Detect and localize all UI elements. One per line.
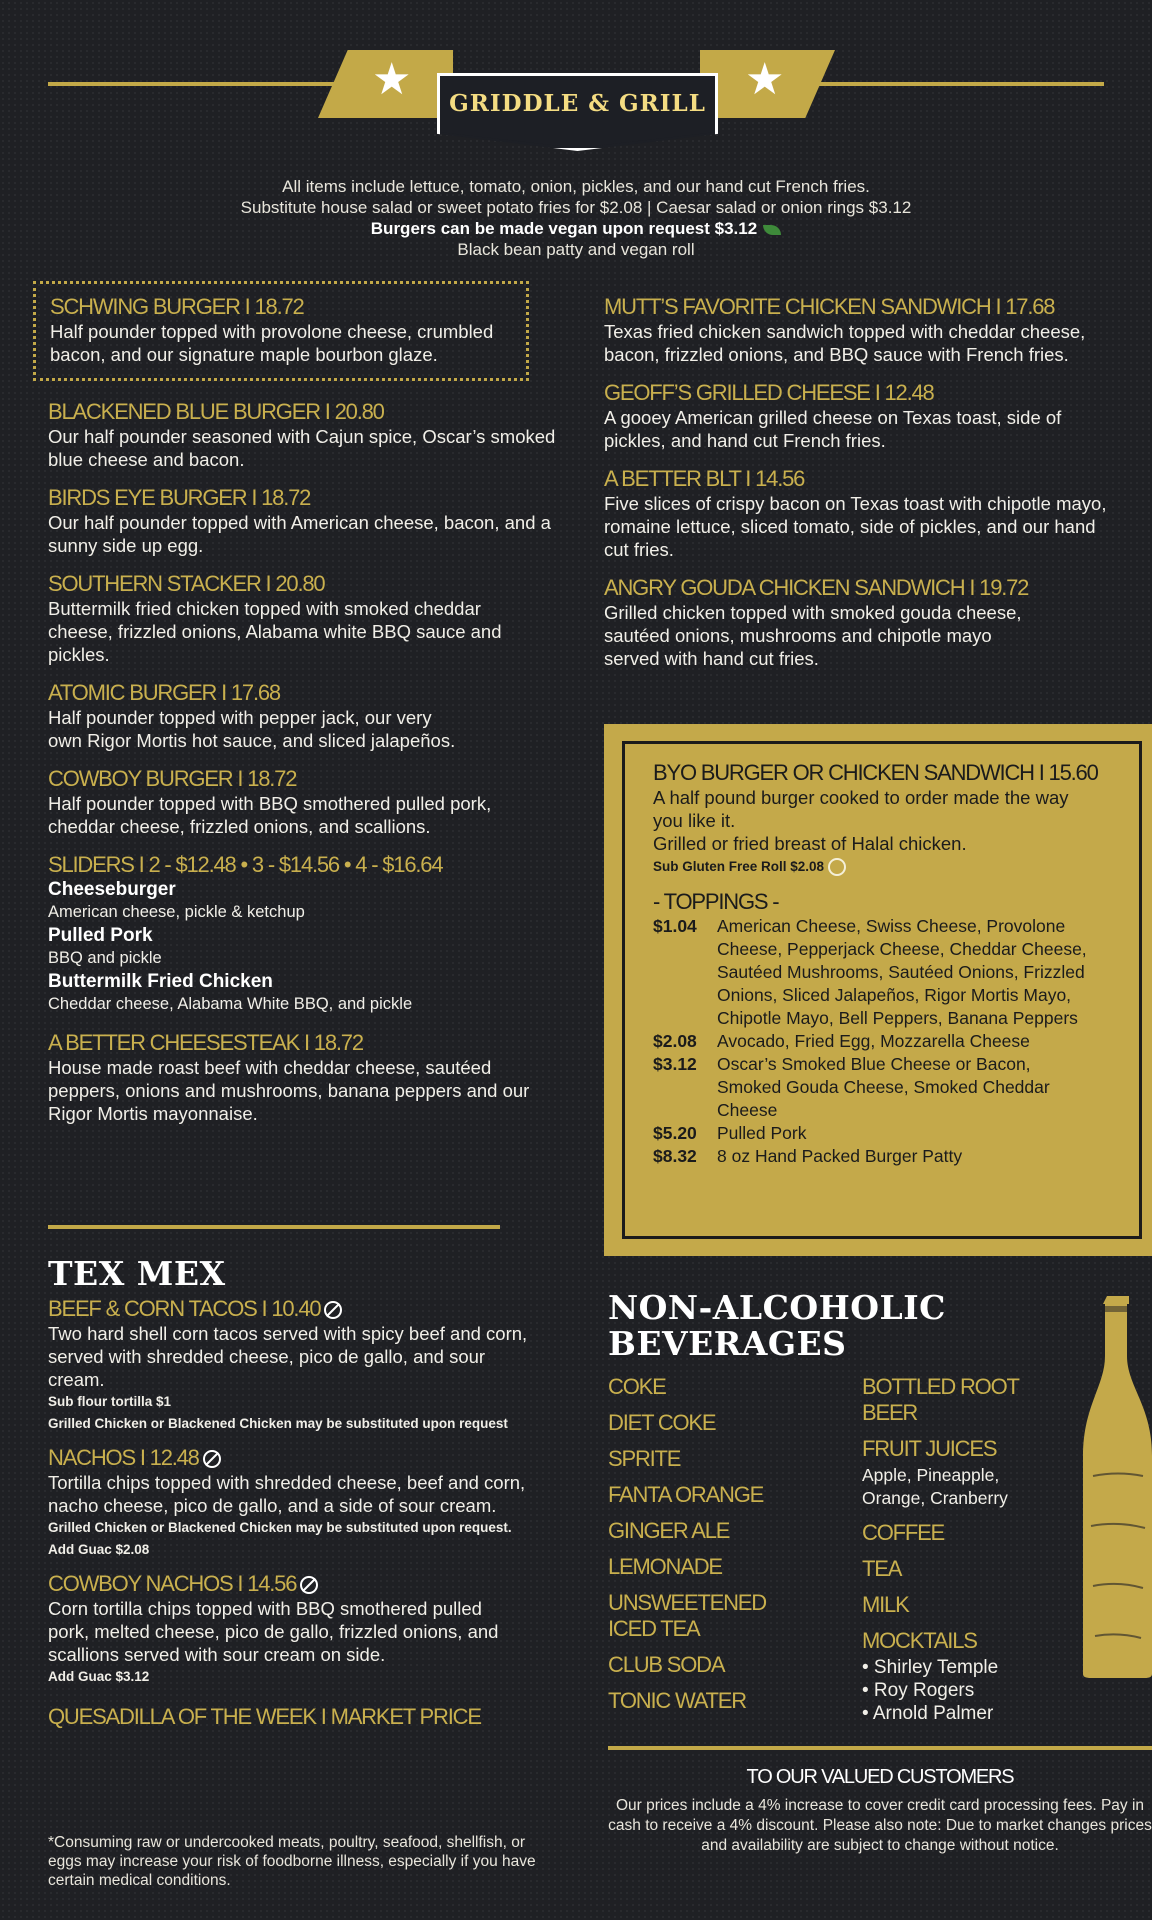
byo-box (604, 724, 1152, 1256)
topping-price: $8.32 (653, 1146, 697, 1166)
leaf-icon (763, 225, 781, 235)
beverage-item: CLUB SODA (608, 1652, 725, 1677)
byo-title: BYO BURGER OR CHICKEN SANDWICH I 15.60 (653, 760, 1098, 785)
item-note: Grilled Chicken or Blackened Chicken may be substituted upon request. Add Guac $2.08 (48, 1520, 512, 1557)
topping-row (653, 1145, 1139, 1168)
beverages-col-1 (608, 1374, 862, 1725)
topping-price: $3.12 (653, 1054, 697, 1074)
section-heading-texmex: TEX MEX (48, 1254, 226, 1293)
item-title: SOUTHERN STACKER I 20.80 (48, 571, 325, 596)
intro-line: All items include lettuce, tomato, onion, pickles, and our hand cut French fries. (282, 177, 870, 196)
item-desc: Grilled chicken topped with smoked gouda cheese, sautéed onions, mushrooms and chipotle mayo served with hand cut fries. (604, 602, 1022, 669)
item-title: BIRDS EYE BURGER I 18.72 (48, 485, 311, 510)
mocktail-item: • Roy Rogers (862, 1680, 975, 1701)
section-divider (48, 1225, 500, 1229)
header-line-left (48, 82, 338, 86)
menu-item (48, 1030, 568, 1125)
byo-sub-text: Sub Gluten Free Roll $2.08 (653, 859, 825, 874)
byo-box-inner (622, 741, 1142, 1239)
beverage-item: MOCKTAILS (862, 1628, 977, 1653)
item-title (48, 1445, 568, 1471)
item-title: QUESADILLA OF THE WEEK I MARKET PRICE (48, 1704, 481, 1729)
topping-row (653, 1122, 1139, 1145)
beverage-item: DIET COKE (608, 1410, 716, 1435)
item-desc: Half pounder topped with BBQ smothered pulled pork, cheddar cheese, frizzled onions, and scallions. (48, 793, 492, 837)
beverage-item: SPRITE (608, 1446, 681, 1471)
intro-text (0, 176, 1152, 260)
page-title: GRIDDLE & GRILL (449, 90, 706, 117)
item-desc: Our half pounder topped with American cheese, bacon, and a sunny side up egg. (48, 512, 551, 556)
gluten-free-icon (324, 1301, 342, 1319)
beverage-item: UNSWEETENED ICED TEA (608, 1590, 766, 1641)
item-desc: A gooey American grilled cheese on Texas toast, side of pickles, and hand cut French fries. (604, 407, 1062, 451)
beverage-item: FRUIT JUICES (862, 1436, 997, 1461)
slider-name: Cheeseburger (48, 879, 176, 900)
slider-desc: Cheddar cheese, Alabama White BBQ, and pickle (48, 995, 413, 1013)
item-title-text: NACHOS I 12.48 (48, 1445, 199, 1470)
item-title: ATOMIC BURGER I 17.68 (48, 680, 280, 705)
gluten-free-icon (828, 858, 846, 876)
item-title: A BETTER BLT I 14.56 (604, 466, 805, 491)
beverage-item: TEA (862, 1556, 902, 1581)
item-title-text: COWBOY NACHOS I 14.56 (48, 1571, 297, 1596)
item-desc: Texas fried chicken sandwich topped with cheddar cheese, bacon, frizzled onions, and BBQ sauce with French fries. (604, 321, 1086, 365)
beverages-col-2 (862, 1374, 1072, 1725)
menu-item (604, 380, 1114, 452)
intro-line: Black bean patty and vegan roll (457, 240, 695, 259)
menu-item (48, 571, 568, 666)
customers-text: Our prices include a 4% increase to cover credit card processing fees. Pay in cash to receive a 4% discount. Please also note: Due to market changes prices and availability are subject to change without notice. (608, 1797, 1152, 1854)
topping-items: Oscar’s Smoked Blue Cheese or Bacon, Smoked Gouda Cheese, Smoked Cheddar Cheese (717, 1054, 1050, 1120)
intro-vegan-text: Burgers can be made vegan upon request $3.12 (370, 219, 758, 238)
item-desc: Two hard shell corn tacos served with spicy beef and corn, served with shredded cheese, pico de gallo, and sour cream. (48, 1323, 528, 1390)
slider-name: Buttermilk Fried Chicken (48, 971, 273, 992)
texmex-section (48, 1256, 568, 1744)
item-title-text: BEEF & CORN TACOS I 10.40 (48, 1296, 321, 1321)
slider-desc: American cheese, pickle & ketchup (48, 903, 305, 921)
beverage-item: COKE (608, 1374, 666, 1399)
item-desc: Five slices of crispy bacon on Texas toast with chipotle mayo, romaine lettuce, sliced tomato, side of pickles, and our hand cut fries. (604, 493, 1107, 560)
item-desc: Buttermilk fried chicken topped with smoked cheddar cheese, frizzled onions, Alabama white BBQ sauce and pickles. (48, 598, 502, 665)
toppings-header: - TOPPINGS - (653, 889, 779, 914)
topping-items: Pulled Pork (717, 1123, 807, 1143)
topping-items: American Cheese, Swiss Cheese, Provolone Cheese, Pepperjack Cheese, Cheddar Cheese, Sautéed Mushrooms, Sautéed Onions, Frizzled Onions, Sliced Jalapeños, Rigor Mortis Mayo, Chipotle Mayo, Bell Peppers, Banana Peppers (717, 916, 1087, 1028)
topping-price: $2.08 (653, 1031, 697, 1051)
topping-price: $1.04 (653, 916, 697, 936)
item-desc: Corn tortilla chips topped with BBQ smothered pulled pork, melted cheese, pico de gallo, frizzled onions, and scallions served with sour cream on side. (48, 1598, 499, 1665)
byo-sub-note (653, 855, 1139, 879)
header-line-right (815, 82, 1104, 86)
item-desc: House made roast beef with cheddar cheese, sautéed peppers, onions and mushrooms, banana peppers and our Rigor Mortis mayonnaise. (48, 1057, 530, 1124)
intro-vegan-line (0, 218, 1152, 239)
star-icon: ★ (745, 54, 785, 105)
topping-items: 8 oz Hand Packed Burger Patty (717, 1146, 963, 1166)
menu-item (48, 1704, 568, 1730)
customers-title: TO OUR VALUED CUSTOMERS (746, 1766, 1014, 1788)
menu-item (48, 1296, 568, 1435)
footnote: *Consuming raw or undercooked meats, poultry, seafood, shellfish, or eggs may increase your risk of foodborne illness, especially if you have certain medical conditions. (48, 1834, 536, 1889)
gluten-free-icon (300, 1576, 318, 1594)
item-title: A BETTER CHEESESTEAK I 18.72 (48, 1030, 363, 1055)
sliders-item (48, 852, 568, 1016)
left-menu-column (48, 281, 568, 1139)
section-divider (608, 1746, 1152, 1750)
item-title: ANGRY GOUDA CHICKEN SANDWICH I 19.72 (604, 575, 1029, 600)
item-title: COWBOY BURGER I 18.72 (48, 766, 297, 791)
beverage-item: FANTA ORANGE (608, 1482, 764, 1507)
menu-item (48, 680, 568, 752)
item-title: SCHWING BURGER I 18.72 (50, 294, 304, 319)
beverages-section (608, 1290, 1078, 1725)
topping-items: Avocado, Fried Egg, Mozzarella Cheese (717, 1031, 1030, 1051)
topping-row (653, 915, 1139, 1030)
beverage-sub: Apple, Pineapple, Orange, Cranberry (862, 1465, 1008, 1508)
mocktail-item: • Arnold Palmer (862, 1703, 994, 1724)
menu-item (48, 1571, 568, 1688)
item-title: SLIDERS I 2 - $12.48 • 3 - $14.56 • 4 - $16.64 (48, 852, 443, 877)
item-note: Grilled Chicken or Blackened Chicken may be substituted upon request (48, 1416, 508, 1431)
gluten-free-icon (203, 1450, 221, 1468)
mocktail-item: • Shirley Temple (862, 1657, 999, 1678)
item-desc: Half pounder topped with provolone cheese, crumbled bacon, and our signature maple bourbon glaze. (50, 321, 494, 365)
item-title: GEOFF’S GRILLED CHEESE I 12.48 (604, 380, 934, 405)
topping-row (653, 1030, 1139, 1053)
beverages-lists (608, 1374, 1078, 1725)
item-desc: Tortilla chips topped with shredded cheese, beef and corn, nacho cheese, pico de gallo, and a side of sour cream. (48, 1472, 526, 1516)
beverage-item: MILK (862, 1592, 909, 1617)
topping-row (653, 1053, 1139, 1122)
section-heading-beverages: NON-ALCOHOLIC (608, 1288, 946, 1327)
menu-item (48, 485, 568, 557)
menu-item (604, 294, 1114, 366)
intro-line: Substitute house salad or sweet potato fries for $2.08 | Caesar salad or onion rings $3.12 (240, 198, 912, 217)
item-title: MUTT’S FAVORITE CHICKEN SANDWICH I 17.68 (604, 294, 1055, 319)
item-note: Add Guac $3.12 (48, 1669, 150, 1684)
beverage-item: TONIC WATER (608, 1688, 746, 1713)
item-desc: Our half pounder seasoned with Cajun spice, Oscar’s smoked blue cheese and bacon. (48, 426, 556, 470)
featured-item-box (33, 281, 529, 381)
star-icon: ★ (372, 54, 412, 105)
beverage-item: COFFEE (862, 1520, 945, 1545)
byo-desc: Grilled or fried breast of Halal chicken. (653, 833, 967, 854)
item-title (48, 1571, 568, 1597)
bottle-icon (1083, 1296, 1152, 1678)
right-menu-column (604, 294, 1114, 684)
beverage-item: BOTTLED ROOT BEER (862, 1374, 1019, 1425)
slider-desc: BBQ and pickle (48, 949, 162, 967)
item-title: BLACKENED BLUE BURGER I 20.80 (48, 399, 384, 424)
topping-price: $5.20 (653, 1123, 697, 1143)
section-heading-beverages: BEVERAGES (608, 1324, 847, 1363)
menu-item (48, 399, 568, 471)
item-title (48, 1296, 568, 1322)
menu-item (48, 1445, 568, 1561)
beverage-item: GINGER ALE (608, 1518, 730, 1543)
menu-item (48, 766, 568, 838)
byo-desc: A half pound burger cooked to order made the way you like it. (653, 787, 1069, 831)
item-desc: Half pounder topped with pepper jack, our very own Rigor Mortis hot sauce, and sliced jalapeños. (48, 707, 456, 751)
beverage-item: LEMONADE (608, 1554, 722, 1579)
menu-item (604, 575, 1114, 670)
slider-name: Pulled Pork (48, 925, 153, 946)
menu-item (604, 466, 1114, 561)
item-note: Sub flour tortilla $1 (48, 1394, 172, 1409)
